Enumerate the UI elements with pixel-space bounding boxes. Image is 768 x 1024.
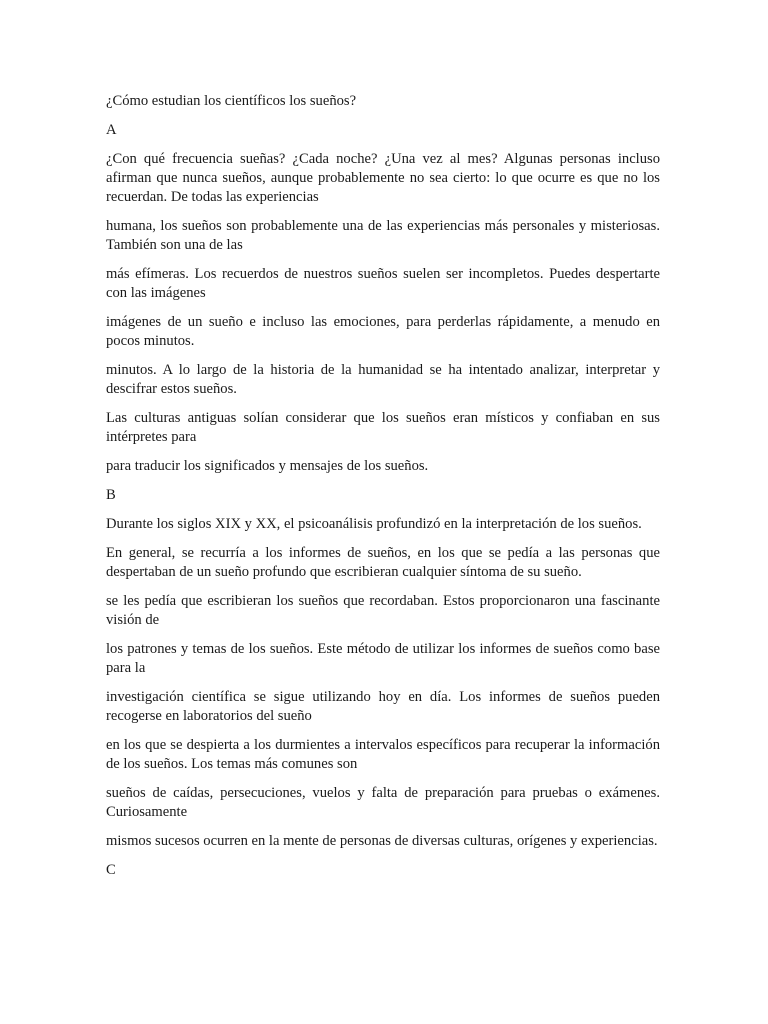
paragraph: se les pedía que escribieran los sueños que recordaban. Estos proporcionaron una fascinante visión de	[106, 593, 660, 628]
paragraph: más efímeras. Los recuerdos de nuestros sueños suelen ser incompletos. Puedes despertarte con las imágenes	[106, 266, 660, 301]
paragraph: ¿Con qué frecuencia sueñas? ¿Cada noche? ¿Una vez al mes? Algunas personas incluso afirman que nunca sueños, aunque probablemente no sea cierto: lo que ocurre es que no los recuerdan. De todas las experiencias	[106, 151, 660, 205]
document-page	[106, 92, 660, 890]
document-title: ¿Cómo estudian los científicos los sueños?	[106, 93, 357, 109]
paragraph: minutos. A lo largo de la historia de la humanidad se ha intentado analizar, interpretar y descifrar estos sueños.	[106, 362, 660, 397]
paragraph: Durante los siglos XIX y XX, el psicoanálisis profundizó en la interpretación de los sueños.	[106, 516, 642, 532]
section-heading-c: C	[106, 862, 116, 878]
paragraph: mismos sucesos ocurren en la mente de personas de diversas culturas, orígenes y experiencias.	[106, 833, 658, 849]
paragraph: investigación científica se sigue utilizando hoy en día. Los informes de sueños pueden recogerse en laboratorios del sueño	[106, 689, 660, 724]
paragraph: para traducir los significados y mensajes de los sueños.	[106, 458, 429, 474]
paragraph: En general, se recurría a los informes de sueños, en los que se pedía a las personas que despertaban de un sueño profundo que escribieran cualquier síntoma de su sueño.	[106, 545, 660, 580]
paragraph: en los que se despierta a los durmientes a intervalos específicos para recuperar la información de los sueños. Los temas más comunes son	[106, 737, 660, 772]
paragraph: imágenes de un sueño e incluso las emociones, para perderlas rápidamente, a menudo en pocos minutos.	[106, 314, 660, 349]
paragraph: Las culturas antiguas solían considerar que los sueños eran místicos y confiaban en sus intérpretes para	[106, 410, 660, 445]
paragraph: los patrones y temas de los sueños. Este método de utilizar los informes de sueños como base para la	[106, 641, 660, 676]
section-heading-b: B	[106, 487, 116, 503]
section-heading-a: A	[106, 122, 117, 138]
paragraph: sueños de caídas, persecuciones, vuelos y falta de preparación para pruebas o exámenes. Curiosamente	[106, 785, 660, 820]
paragraph: humana, los sueños son probablemente una de las experiencias más personales y misteriosas. También son una de las	[106, 218, 660, 253]
